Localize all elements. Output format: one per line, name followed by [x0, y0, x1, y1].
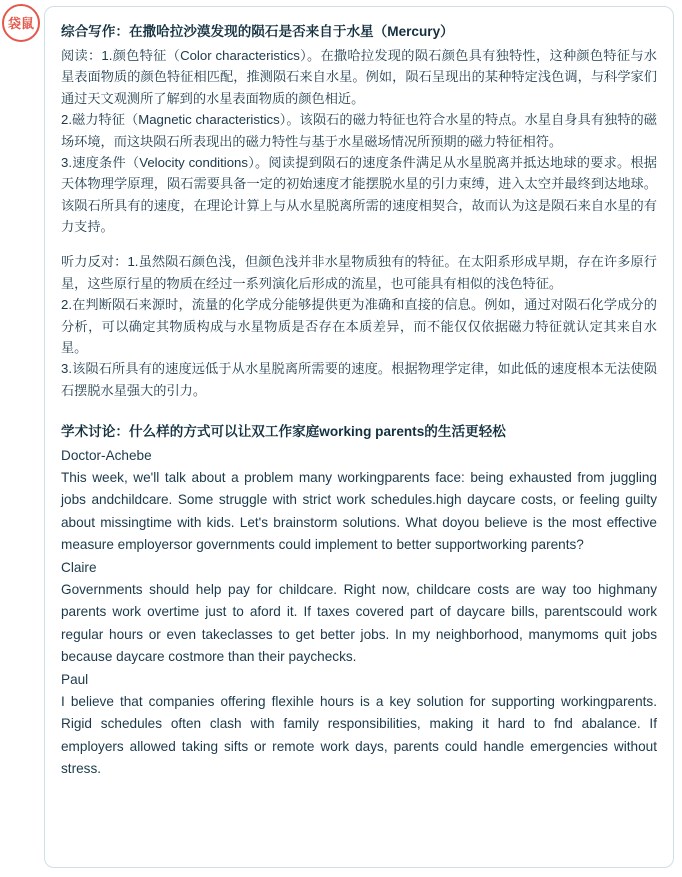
discussion-text-1: This week, we'll talk about a problem many workingparents face: being exhausted from juggling jobs andchildcare. Some struggle with strict work schedules.high daycare costs, or feeling guilty about missingtime with kids. Let's brainstorm solutions. What doyou believe is the most effective measure employersor governments could implement to better supportworking parents? [61, 469, 657, 553]
writing-paragraph-2: 2.磁力特征（Magnetic characteristics）。该陨石的磁力特征也符合水星的特点。水星自身具有独特的磁场环境，而这块陨石所表现出的磁力特性与基于水星磁场情况所预期的磁力特征相符。 [61, 112, 657, 149]
brand-logo-icon [2, 4, 40, 42]
section-academic-discussion [61, 421, 657, 781]
document-body [61, 21, 657, 781]
document-card [44, 6, 674, 868]
writing-paragraph-4: 听力反对：1.虽然陨石颜色浅，但颜色浅并非水星物质独有的特征。在太阳系形成早期，存在许多原行星，这些原行星的物质在经过一系列演化后形成的流星，也可能具有相似的浅色特征。 [61, 254, 657, 291]
section-title-writing: 综合写作：在撒哈拉沙漠发现的陨石是否来自于水星（Mercury） [61, 24, 454, 39]
writing-paragraph-1: 阅读：1.颜色特征（Color characteristics）。在撒哈拉发现的陨石颜色具有独特性，这种颜色特征与水星表面物质的颜色特征相匹配，推测陨石来自水星。例如，陨石呈现出的某种特定浅色调，与科学家们通过天文观测所了解到的水星表面物质的颜色相近。 [61, 48, 657, 106]
writing-paragraph-5: 2.在判断陨石来源时，流量的化学成分能够提供更为准确和直接的信息。例如，通过对陨石化学成分的分析，可以确定其物质构成与水星物质是否存在本质差异，而不能仅仅依据磁力特征就认定其来自水星。 [61, 297, 657, 355]
discussion-speaker-2: Claire [61, 560, 97, 576]
section-integrated-writing [61, 21, 657, 401]
writing-spacer [61, 237, 657, 251]
discussion-speaker-1: Doctor-Achebe [61, 448, 152, 464]
discussion-text-2: Governments should help pay for childcare. Right now, childcare costs are way too highmany parents work overtime just to aford it. If taxes covered part of daycare bills, parentscould work regular hours or even takeclasses to get better jobs. In my neighborhood, manymoms quit jobs because daycare costmore than their paychecks. [61, 581, 657, 665]
writing-paragraph-6: 3.该陨石所具有的速度远低于从水星脱离所需要的速度。根据物理学定律，如此低的速度根本无法使陨石摆脱水星强大的引力。 [61, 361, 657, 398]
discussion-text-3: I believe that companies offering flexihle hours is a key solution for supporting workingparents. Rigid schedules often clash with family responsibilities, making it hard to fnd abalance. If employers allowed taking sifts or remote work days, parents could handle emergencies without stress. [61, 693, 657, 777]
section-spacer [61, 401, 657, 421]
discussion-speaker-3: Paul [61, 672, 89, 688]
section-title-discussion: 学术讨论：什么样的方式可以让双工作家庭working parents的生活更轻松 [61, 424, 506, 440]
writing-paragraph-3: 3.速度条件（Velocity conditions）。阅读提到陨石的速度条件满足从水星脱离并抵达地球的要求。根据天体物理学原理，陨石需要具备一定的初始速度才能摆脱水星的引力束缚，进入太空并最终到达地球。该陨石所具有的速度，在理论计算上与从水星脱离所需的速度相契合，故而认为这是陨石来自水星的有力支持。 [61, 154, 657, 235]
brand-logo-text: 袋鼠 [7, 15, 34, 31]
